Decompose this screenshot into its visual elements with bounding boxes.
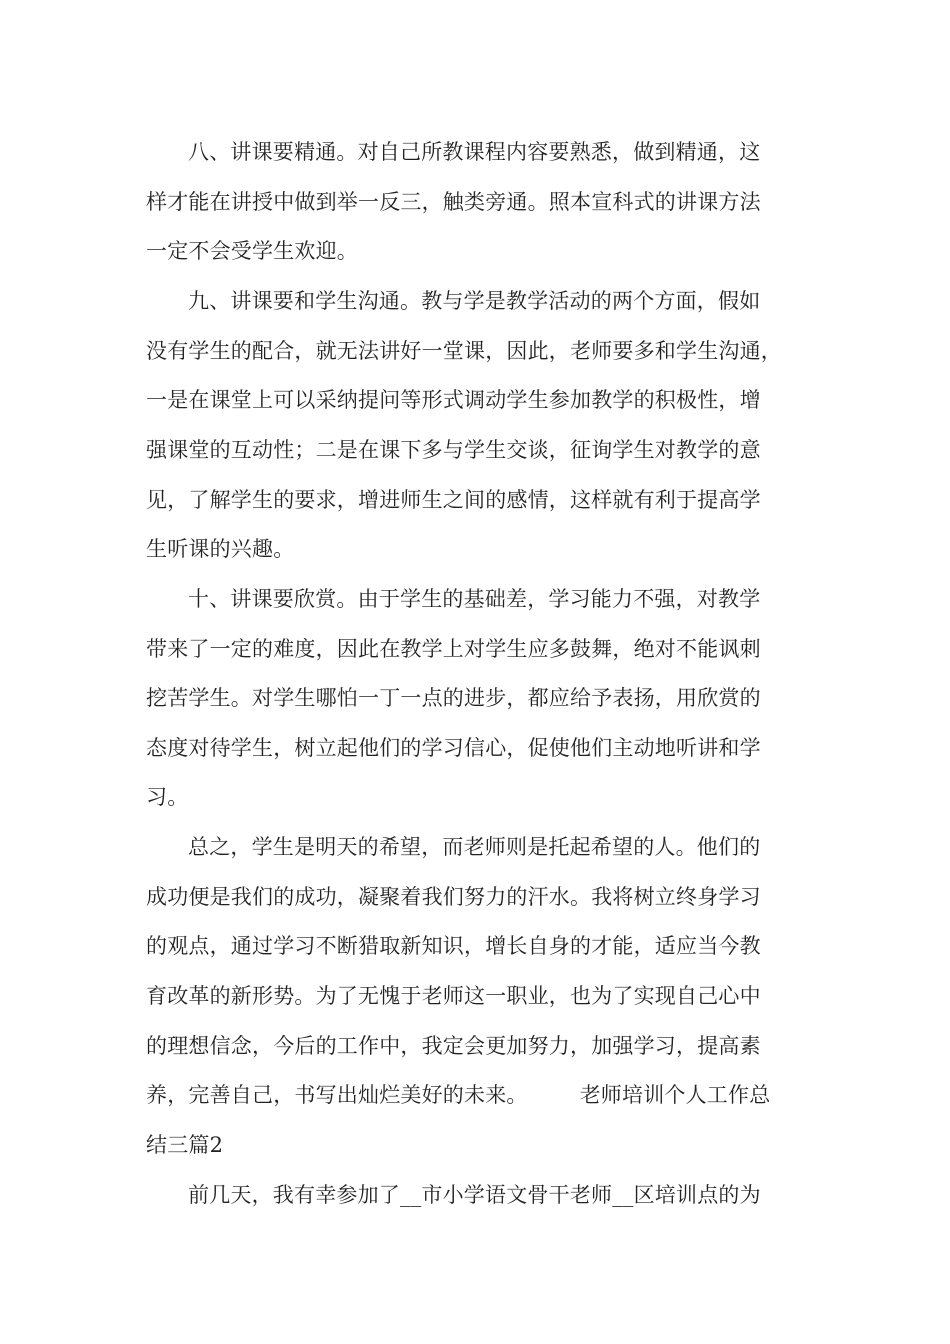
summary-line-4: 育改革的新形势。为了无愧于老师这一职业，也为了实现自己心中 (146, 984, 761, 1008)
paragraph-8-line-2: 样才能在讲授中做到举一反三，触类旁通。照本宣科式的讲课方法 (146, 190, 761, 214)
paragraph-10-line-3: 挖苦学生。对学生哪怕一丁一点的进步，都应给予表扬，用欣赏的 (146, 686, 761, 710)
paragraph-10-line-5: 习。 (146, 785, 189, 809)
paragraph-8-line-3: 一定不会受学生欢迎。 (146, 239, 358, 263)
paragraph-9-line-3: 一是在课堂上可以采纳提问等形式调动学生参加教学的积极性，增 (146, 388, 761, 412)
paragraph-8-line-1: 八、讲课要精通。对自己所教课程内容要熟悉，做到精通，这 (188, 140, 761, 164)
paragraph-intro-line-1: 前几天，我有幸参加了__市小学语文骨干老师__区培训点的为 (188, 1183, 761, 1207)
paragraph-9-line-5: 见，了解学生的要求，增进师生之间的感情，这样就有利于提高学 (146, 488, 761, 512)
summary-line-3: 的观点，通过学习不断猎取新知识，增长自身的才能，适应当今教 (146, 934, 761, 958)
section-heading-part-1: 老师培训个人工作总 (579, 1083, 771, 1107)
summary-line-6 (146, 1080, 770, 1110)
paragraph-10-line-1: 十、讲课要欣赏。由于学生的基础差，学习能力不强，对教学 (188, 587, 761, 611)
section-heading-part-2: 结三篇2 (146, 1133, 224, 1157)
summary-line-1: 总之，学生是明天的希望，而老师则是托起希望的人。他们的 (188, 835, 761, 859)
paragraph-9-line-1: 九、讲课要和学生沟通。教与学是教学活动的两个方面，假如 (188, 289, 761, 313)
paragraph-9-line-2: 没有学生的配合，就无法讲好一堂课，因此，老师要多和学生沟通， (146, 339, 782, 363)
paragraph-10-line-2: 带来了一定的难度，因此在教学上对学生应多鼓舞，绝对不能讽刺 (146, 637, 761, 661)
paragraph-10-line-4: 态度对待学生，树立起他们的学习信心，促使他们主动地听讲和学 (146, 736, 761, 760)
paragraph-9-line-6: 生听课的兴趣。 (146, 537, 295, 561)
summary-line-2: 成功便是我们的成功，凝聚着我们努力的汗水。我将树立终身学习 (146, 885, 761, 909)
summary-line-5: 的理想信念，今后的工作中，我定会更加努力，加强学习，提高素 (146, 1034, 761, 1058)
summary-line-6-text: 养，完善自己，书写出灿烂美好的未来。 (146, 1083, 528, 1107)
paragraph-9-line-4: 强课堂的互动性；二是在课下多与学生交谈，征询学生对教学的意 (146, 438, 761, 462)
